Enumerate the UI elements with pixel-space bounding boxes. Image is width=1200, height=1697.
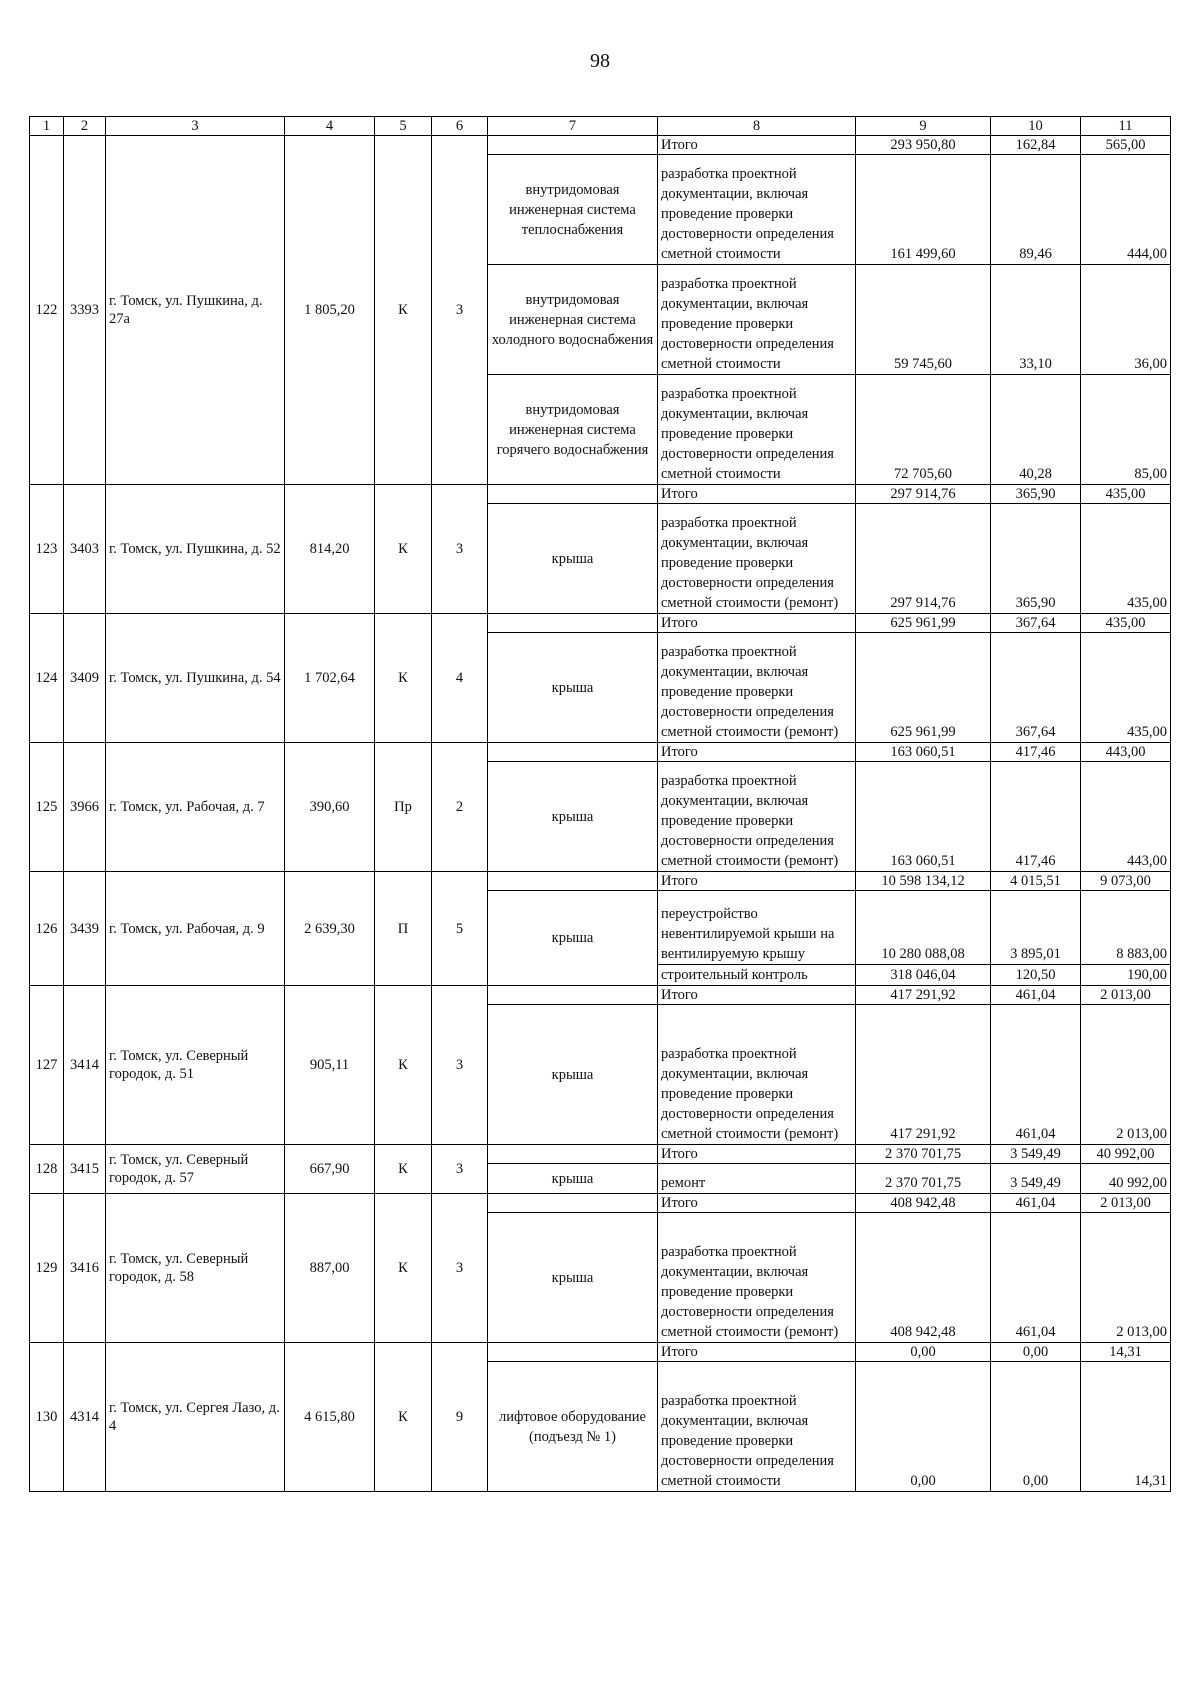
total-cost: 0,00 [856,1343,991,1362]
work-type: ремонт [658,1164,856,1194]
empty-cell [488,986,658,1005]
floors-count: 3 [432,136,488,485]
total-limit: 565,00 [1081,136,1171,155]
empty-cell [488,872,658,891]
item-per-m2: 461,04 [991,1005,1081,1145]
total-per-m2: 365,90 [991,485,1081,504]
work-type: разработка проектной документации, включая проведение проверки достоверности определения сметной стоимости (ремонт) [658,1213,856,1343]
total-limit: 443,00 [1081,743,1171,762]
row-number: 126 [30,872,64,986]
total-label: Итого [658,986,856,1005]
item-per-m2: 367,64 [991,633,1081,743]
table-row [30,1145,1171,1164]
house-address: г. Томск, ул. Северный городок, д. 51 [106,986,285,1145]
work-type: разработка проектной документации, включая проведение проверки достоверности определения сметной стоимости [658,1362,856,1492]
table-row [30,1194,1171,1213]
total-per-m2: 417,46 [991,743,1081,762]
table-row [30,743,1171,762]
house-address: г. Томск, ул. Пушкина, д. 54 [106,614,285,743]
work-type: переустройство невентилируемой крыши на вентилируемую крышу [658,891,856,965]
total-per-m2: 461,04 [991,1194,1081,1213]
empty-cell [488,1145,658,1164]
total-label: Итого [658,872,856,891]
header-cell: 9 [856,117,991,136]
column-number-header [30,117,1171,136]
item-per-m2: 3 549,49 [991,1164,1081,1194]
page-number: 98 [590,50,610,72]
wall-material: К [375,1194,432,1343]
system-name: внутридомовая инженерная система теплоснабжения [488,155,658,265]
total-cost: 625 961,99 [856,614,991,633]
work-type: разработка проектной документации, включая проведение проверки достоверности определения сметной стоимости (ремонт) [658,504,856,614]
total-limit: 2 013,00 [1081,1194,1171,1213]
item-per-m2: 89,46 [991,155,1081,265]
header-cell: 6 [432,117,488,136]
total-limit: 2 013,00 [1081,986,1171,1005]
floors-count: 2 [432,743,488,872]
item-cost: 297 914,76 [856,504,991,614]
floors-count: 4 [432,614,488,743]
total-cost: 163 060,51 [856,743,991,762]
item-limit: 40 992,00 [1081,1164,1171,1194]
total-per-m2: 4 015,51 [991,872,1081,891]
empty-cell [488,485,658,504]
house-area: 390,60 [285,743,375,872]
house-code: 3966 [64,743,106,872]
house-address: г. Томск, ул. Северный городок, д. 58 [106,1194,285,1343]
total-limit: 435,00 [1081,614,1171,633]
work-type: разработка проектной документации, включая проведение проверки достоверности определения сметной стоимости [658,375,856,485]
item-per-m2: 417,46 [991,762,1081,872]
total-per-m2: 0,00 [991,1343,1081,1362]
total-label: Итого [658,1194,856,1213]
system-name: внутридомовая инженерная система холодного водоснабжения [488,265,658,375]
row-number: 130 [30,1343,64,1492]
row-number: 129 [30,1194,64,1343]
item-limit: 36,00 [1081,265,1171,375]
work-type: разработка проектной документации, включая проведение проверки достоверности определения сметной стоимости (ремонт) [658,1005,856,1145]
item-limit: 85,00 [1081,375,1171,485]
item-per-m2: 0,00 [991,1362,1081,1492]
header-cell: 3 [106,117,285,136]
house-area: 1 702,64 [285,614,375,743]
house-code: 3409 [64,614,106,743]
house-code: 3416 [64,1194,106,1343]
work-type: разработка проектной документации, включая проведение проверки достоверности определения сметной стоимости (ремонт) [658,762,856,872]
work-type: разработка проектной документации, включая проведение проверки достоверности определения сметной стоимости (ремонт) [658,633,856,743]
item-per-m2: 33,10 [991,265,1081,375]
item-per-m2: 365,90 [991,504,1081,614]
house-code: 3403 [64,485,106,614]
empty-cell [488,614,658,633]
item-limit: 14,31 [1081,1362,1171,1492]
wall-material: К [375,136,432,485]
house-area: 905,11 [285,986,375,1145]
total-cost: 293 950,80 [856,136,991,155]
system-name: крыша [488,633,658,743]
house-area: 2 639,30 [285,872,375,986]
house-code: 3439 [64,872,106,986]
total-limit: 40 992,00 [1081,1145,1171,1164]
total-label: Итого [658,1145,856,1164]
item-cost: 0,00 [856,1362,991,1492]
total-limit: 435,00 [1081,485,1171,504]
header-cell: 11 [1081,117,1171,136]
total-cost: 408 942,48 [856,1194,991,1213]
item-cost: 408 942,48 [856,1213,991,1343]
total-per-m2: 367,64 [991,614,1081,633]
item-cost: 318 046,04 [856,965,991,986]
floors-count: 3 [432,1145,488,1194]
house-code: 4314 [64,1343,106,1492]
work-type: строительный контроль [658,965,856,986]
item-cost: 72 705,60 [856,375,991,485]
total-per-m2: 162,84 [991,136,1081,155]
floors-count: 3 [432,986,488,1145]
house-area: 814,20 [285,485,375,614]
total-label: Итого [658,614,856,633]
house-area: 887,00 [285,1194,375,1343]
table-row [30,485,1171,504]
item-limit: 443,00 [1081,762,1171,872]
system-name: крыша [488,1164,658,1194]
total-label: Итого [658,1343,856,1362]
system-name: внутридомовая инженерная система горячего водоснабжения [488,375,658,485]
item-per-m2: 40,28 [991,375,1081,485]
item-limit: 435,00 [1081,633,1171,743]
row-number: 123 [30,485,64,614]
wall-material: К [375,1343,432,1492]
work-type: разработка проектной документации, включая проведение проверки достоверности определения сметной стоимости [658,155,856,265]
row-number: 125 [30,743,64,872]
item-limit: 2 013,00 [1081,1005,1171,1145]
header-cell: 5 [375,117,432,136]
item-cost: 163 060,51 [856,762,991,872]
empty-cell [488,1343,658,1362]
floors-count: 5 [432,872,488,986]
system-name: крыша [488,891,658,986]
total-per-m2: 3 549,49 [991,1145,1081,1164]
table-row [30,136,1171,155]
house-address: г. Томск, ул. Рабочая, д. 7 [106,743,285,872]
system-name: лифтовое оборудование (подъезд № 1) [488,1362,658,1492]
header-cell: 8 [658,117,856,136]
total-cost: 10 598 134,12 [856,872,991,891]
floors-count: 3 [432,1194,488,1343]
table-row [30,872,1171,891]
house-code: 3414 [64,986,106,1145]
total-cost: 2 370 701,75 [856,1145,991,1164]
wall-material: К [375,485,432,614]
header-cell: 1 [30,117,64,136]
total-per-m2: 461,04 [991,986,1081,1005]
wall-material: П [375,872,432,986]
table-row [30,614,1171,633]
item-cost: 417 291,92 [856,1005,991,1145]
item-cost: 625 961,99 [856,633,991,743]
floors-count: 3 [432,485,488,614]
house-code: 3393 [64,136,106,485]
total-cost: 417 291,92 [856,986,991,1005]
empty-cell [488,136,658,155]
system-name: крыша [488,1005,658,1145]
total-label: Итого [658,743,856,762]
total-limit: 14,31 [1081,1343,1171,1362]
floors-count: 9 [432,1343,488,1492]
wall-material: Пр [375,743,432,872]
item-cost: 59 745,60 [856,265,991,375]
header-cell: 4 [285,117,375,136]
row-number: 128 [30,1145,64,1194]
work-type: разработка проектной документации, включая проведение проверки достоверности определения сметной стоимости [658,265,856,375]
house-area: 1 805,20 [285,136,375,485]
item-limit: 8 883,00 [1081,891,1171,965]
house-address: г. Томск, ул. Пушкина, д. 27а [106,136,285,485]
header-cell: 10 [991,117,1081,136]
row-number: 124 [30,614,64,743]
house-code: 3415 [64,1145,106,1194]
wall-material: К [375,986,432,1145]
total-label: Итого [658,485,856,504]
empty-cell [488,743,658,762]
header-cell: 7 [488,117,658,136]
item-per-m2: 120,50 [991,965,1081,986]
item-per-m2: 461,04 [991,1213,1081,1343]
total-limit: 9 073,00 [1081,872,1171,891]
house-area: 667,90 [285,1145,375,1194]
row-number: 127 [30,986,64,1145]
item-limit: 190,00 [1081,965,1171,986]
item-limit: 435,00 [1081,504,1171,614]
total-label: Итого [658,136,856,155]
house-address: г. Томск, ул. Северный городок, д. 57 [106,1145,285,1194]
house-address: г. Томск, ул. Пушкина, д. 52 [106,485,285,614]
wall-material: К [375,1145,432,1194]
item-cost: 161 499,60 [856,155,991,265]
item-per-m2: 3 895,01 [991,891,1081,965]
table-row [30,1343,1171,1362]
wall-material: К [375,614,432,743]
item-limit: 2 013,00 [1081,1213,1171,1343]
row-number: 122 [30,136,64,485]
system-name: крыша [488,1213,658,1343]
item-cost: 10 280 088,08 [856,891,991,965]
house-address: г. Томск, ул. Сергея Лазо, д. 4 [106,1343,285,1492]
system-name: крыша [488,762,658,872]
house-address: г. Томск, ул. Рабочая, д. 9 [106,872,285,986]
house-area: 4 615,80 [285,1343,375,1492]
table-row [30,986,1171,1005]
total-cost: 297 914,76 [856,485,991,504]
item-limit: 444,00 [1081,155,1171,265]
header-cell: 2 [64,117,106,136]
system-name: крыша [488,504,658,614]
empty-cell [488,1194,658,1213]
capital-repair-table [29,116,1171,1492]
item-cost: 2 370 701,75 [856,1164,991,1194]
